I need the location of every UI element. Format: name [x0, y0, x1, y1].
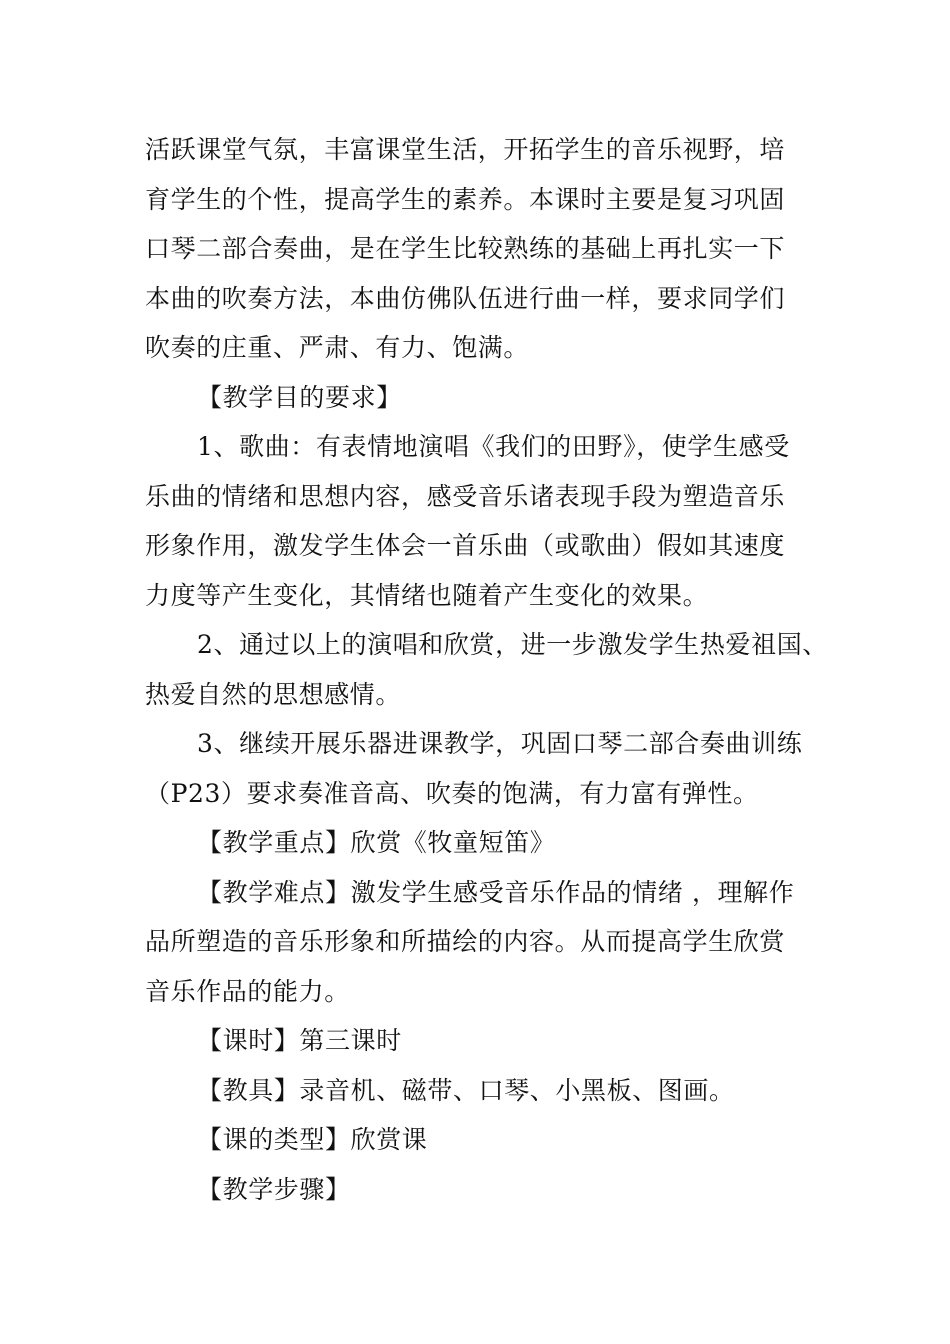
difficulty-paragraph: [145, 868, 815, 1017]
lesson-type: 【课的类型】欣赏课: [197, 1125, 428, 1154]
text-line: 品所塑造的音乐形象和所描绘的内容。从而提高学生欣赏: [145, 927, 786, 956]
text-line: 活跃课堂气氛，丰富课堂生活，开拓学生的音乐视野，培: [145, 135, 786, 164]
text-line: 乐曲的情绪和思想内容，感受音乐诸表现手段为塑造音乐: [145, 481, 786, 511]
text-line: 1、歌曲：有表情地演唱《我们的田野》，使学生感受: [197, 432, 790, 461]
text-line: 力度等产生变化，其情绪也随着产生变化的效果。: [145, 580, 709, 610]
text-line: 吹奏的庄重、严肃、有力、饱满。: [145, 333, 530, 362]
text-line: （P23）要求奏准音高、吹奏的饱满，有力富有弹性。: [145, 778, 759, 808]
text-line: 音乐作品的能力。: [145, 976, 350, 1006]
text-line: 口琴二部合奏曲，是在学生比较熟练的基础上再扎实一下: [145, 234, 786, 263]
text-line: 形象作用，激发学生体会一首乐曲（或歌曲）假如其速度: [145, 531, 786, 560]
text-line: 3、继续开展乐器进课教学，巩固口琴二部合奏曲训练: [197, 729, 803, 758]
intro-paragraph: [145, 125, 815, 373]
class-period: 【课时】第三课时: [197, 1026, 402, 1055]
goals-heading: 【教学目的要求】: [197, 382, 402, 412]
goal-3-paragraph: [145, 719, 815, 818]
goal-1-paragraph: [145, 422, 815, 620]
text-line: 育学生的个性，提高学生的素养。本课时主要是复习巩固: [145, 184, 786, 214]
text-line: 2、通过以上的演唱和欣赏，进一步激发学生热爱祖国、: [197, 630, 828, 659]
text-line: 热爱自然的思想感情。: [145, 679, 402, 709]
steps-heading: 【教学步骤】: [197, 1174, 351, 1204]
key-point: 【教学重点】欣赏《牧童短笛》: [197, 828, 556, 857]
teaching-tools: 【教具】录音机、磁带、口琴、小黑板、图画。: [197, 1075, 735, 1105]
text-line: 【教学难点】激发学生感受音乐作品的情绪 ，理解作: [197, 877, 795, 907]
document-body: [145, 125, 828, 1214]
goal-2-paragraph: [145, 620, 828, 719]
text-line: 本曲的吹奏方法，本曲仿佛队伍进行曲一样，要求同学们: [145, 283, 786, 313]
